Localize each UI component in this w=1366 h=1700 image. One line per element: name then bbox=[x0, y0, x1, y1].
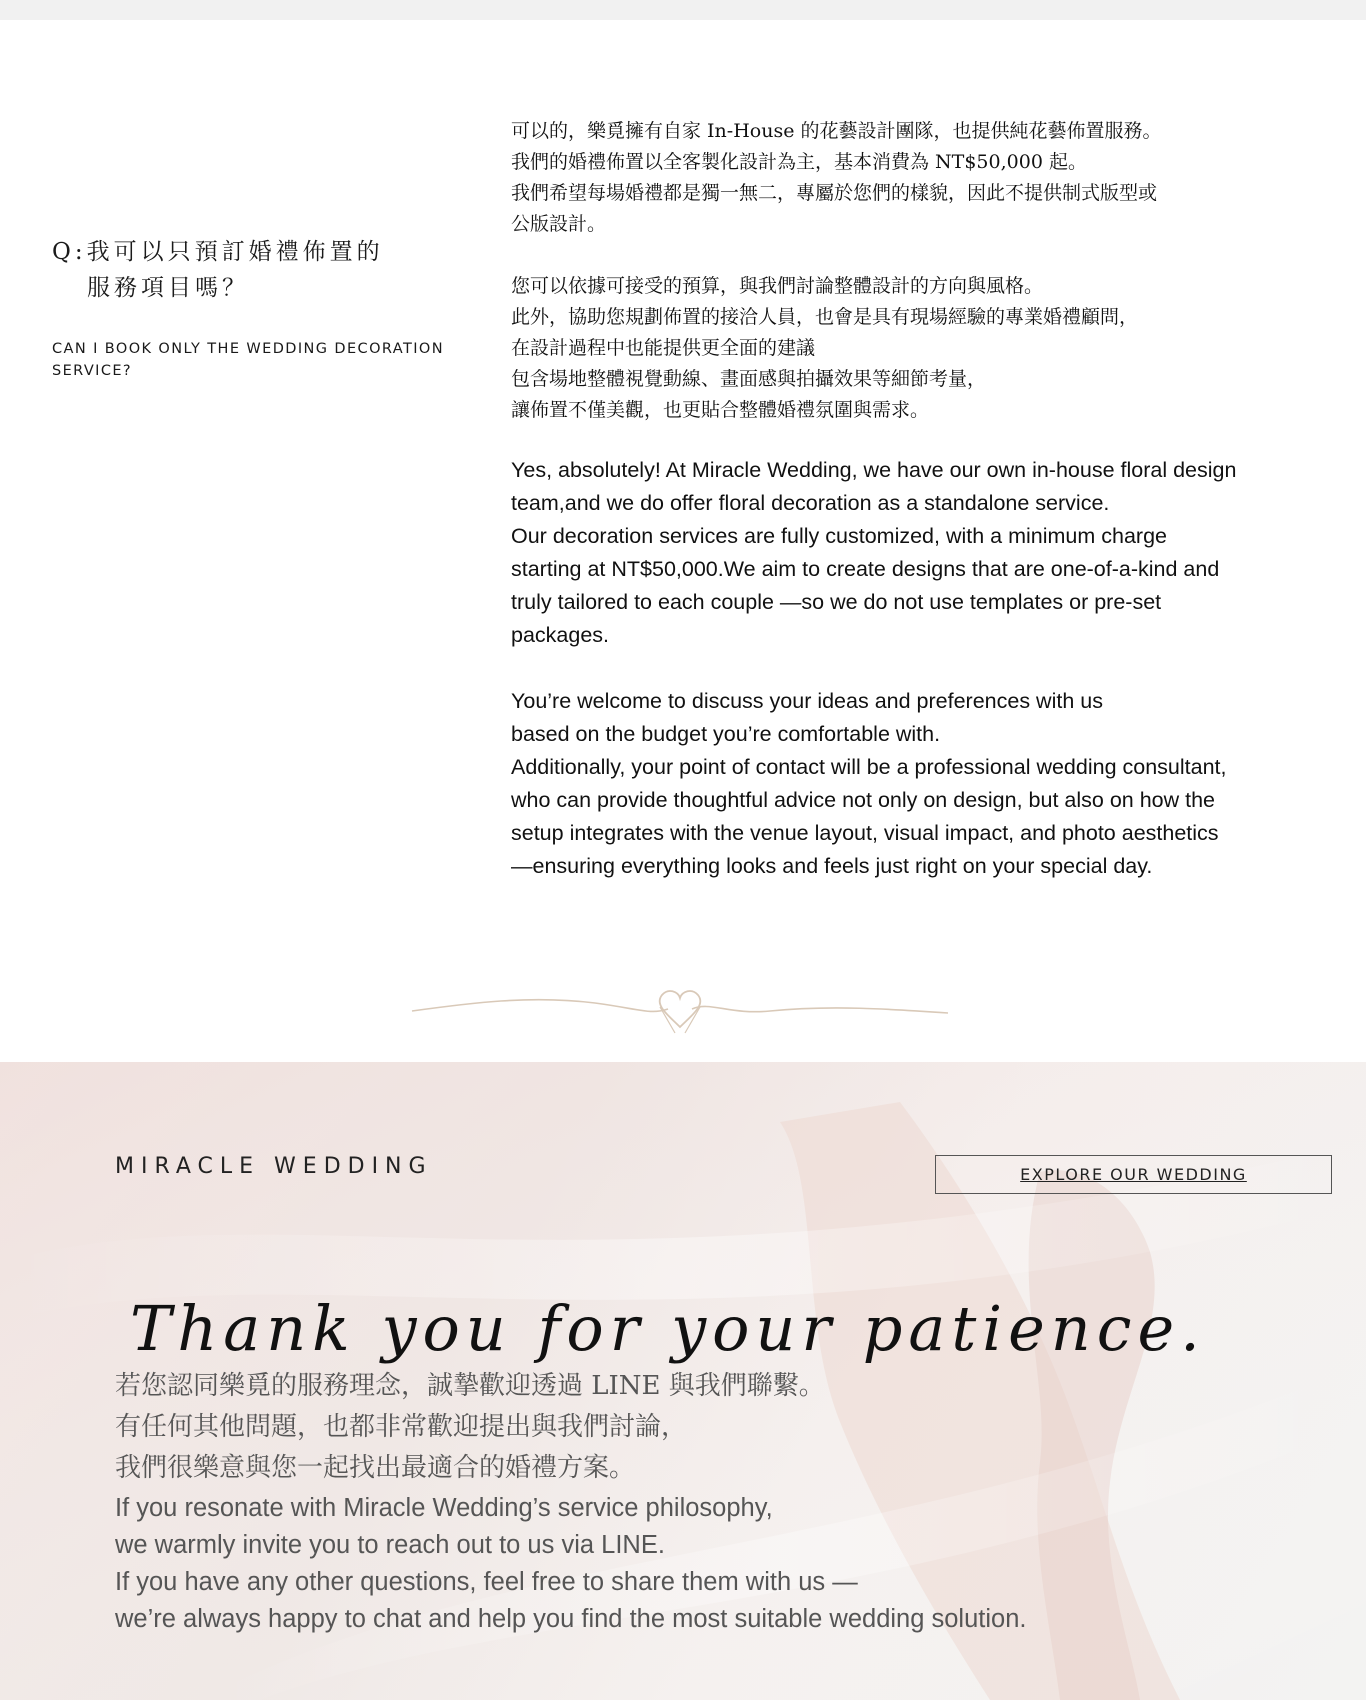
closing-message-zh: 若您認同樂覓的服務理念，誠摯歡迎透過 LINE 與我們聯繫。 有任何其他問題，也都非常歡迎提出與我們討論， 我們很樂意與您一起找出最適合的婚禮方案。 bbox=[115, 1371, 825, 1483]
question-title-en: CAN I BOOK ONLY THE WEDDING DECORATION SERVICE? bbox=[52, 341, 444, 379]
thank-you-script-text: Thank you for your patience. bbox=[130, 1292, 1206, 1365]
explore-our-wedding-button[interactable]: EXPLORE OUR WEDDING bbox=[935, 1155, 1332, 1194]
answer-en-paragraph-1: Yes, absolutely! At Miracle Wedding, we have our own in-house floral design team,and we do offer floral decoration as a standalone service. Our decoration services are fully customized, with a minimum charge starting at NT$50,000.We aim to create designs that are one-of-a-kind and truly tailored to each couple —so we do not use templates or pre-set packages. bbox=[511, 458, 1237, 647]
faq-section bbox=[0, 20, 1366, 1062]
footer-hero bbox=[0, 1062, 1366, 1700]
question-title-zh-line1: Q:我可以只預訂婚禮佈置的 bbox=[52, 239, 384, 265]
answer-block bbox=[511, 116, 1301, 883]
closing-message-en: If you resonate with Miracle Wedding’s service philosophy, we warmly invite you to reach out to us via LINE. If you have any other questions, feel free to share them with us — we’re always happy to chat and help you find the most suitable wedding solution. bbox=[115, 1494, 1027, 1633]
brand-name: MIRACLE WEDDING bbox=[115, 1154, 433, 1179]
heart-line-divider-icon bbox=[410, 985, 950, 1045]
top-bar bbox=[0, 0, 1366, 20]
answer-zh-paragraph-2: 您可以依據可接受的預算，與我們討論整體設計的方向與風格。 此外，協助您規劃佈置的接洽人員，也會是具有現場經驗的專業婚禮顧問， 在設計過程中也能提供更全面的建議 包含場地整體視覺動線、畫面感與拍攝效果等細節考量， 讓佈置不僅美觀，也更貼合整體婚禮氛圍與需求。 bbox=[511, 275, 1139, 421]
question-title-zh-line2: 服務項目嗎？ bbox=[87, 275, 249, 301]
answer-zh-paragraph-1: 可以的，樂覓擁有自家 In-House 的花藝設計團隊，也提供純花藝佈置服務。 我們的婚禮佈置以全客製化設計為主，基本消費為 NT$50,000 起。 我們希望每場婚禮都是獨一無二，專屬於您們的樣貌，因此不提供制式版型或 公版設計。 bbox=[511, 120, 1162, 235]
answer-en-paragraph-2: You’re welcome to discuss your ideas and preferences with us based on the budget you’re comfortable with. Additionally, your point of contact will be a professional wedding consultant, who can provide thoughtful advice not only on design, but also on how the setup integrates with the venue layout, visual impact, and photo aesthetics —ensuring everything looks and feels just right on your special day. bbox=[511, 689, 1227, 878]
question-title-zh bbox=[52, 234, 472, 306]
